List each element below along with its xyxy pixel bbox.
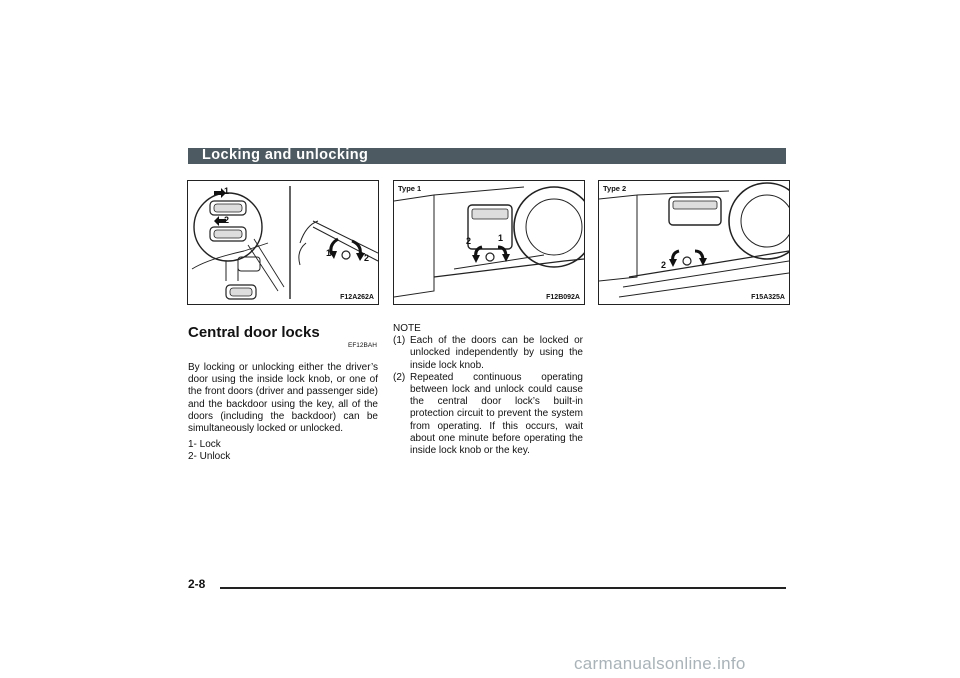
figure-2-code: F12B092A xyxy=(546,294,580,301)
figure-2-label-unlock: 2 xyxy=(466,236,472,246)
figure-inside-lock-knob xyxy=(187,180,379,305)
note-block xyxy=(393,323,583,457)
legend-item-unlock: 2- Unlock xyxy=(188,451,231,463)
figure-backdoor-type-1 xyxy=(393,180,585,305)
note-item xyxy=(393,335,583,372)
figure-1-label-unlock-key: 2 xyxy=(364,253,370,263)
inside-lock-knob-illustration xyxy=(188,181,378,304)
figure-2-label-lock: 1 xyxy=(498,233,504,243)
footer-rule xyxy=(220,587,786,589)
legend-item-lock: 1- Lock xyxy=(188,439,221,450)
note-item-text: Repeated continuous operating between lock and unlock could cause the central door lock’s built-in protection circuit to prevent the system from operating. If this occurs, wait about one minute before operating the inside lock knob or the key. xyxy=(410,371,583,457)
section-title: Central door locks xyxy=(188,324,320,341)
figure-3-label-lock: 1 xyxy=(700,253,706,263)
backdoor-type-2-illustration xyxy=(599,181,789,304)
figure-3-code: F15A325A xyxy=(751,294,785,301)
figure-2-type-label: Type 1 xyxy=(398,184,422,193)
note-item-text: Each of the doors can be locked or unlocked independently by using the inside lock knob. xyxy=(410,335,583,371)
page-number: 2-8 xyxy=(188,577,206,591)
note-item-marker: (2) xyxy=(393,371,406,383)
backdoor-type-1-illustration xyxy=(394,181,584,304)
watermark: carmanualsonline.info xyxy=(574,654,746,673)
figure-1-label-lock-knob: 1 xyxy=(224,186,230,196)
figure-1-code: F12A262A xyxy=(340,294,374,301)
figure-1-label-unlock-knob: 2 xyxy=(224,215,230,225)
section-body-text: By locking or unlocking either the driver’s door using the inside lock knob, or one of the front doors (driver and passenger side) and the backdoor using the key, all of the doors (including the backdoor) can be simultaneously locked or unlocked. xyxy=(188,362,378,435)
section-code: EF12BAH xyxy=(348,342,377,349)
figure-3-label-unlock: 2 xyxy=(661,260,667,270)
figure-3-type-label: Type 2 xyxy=(603,184,627,193)
note-item xyxy=(393,372,583,457)
figure-backdoor-type-2 xyxy=(598,180,790,305)
figure-1-label-lock-key: 1 xyxy=(326,248,332,258)
note-heading: NOTE xyxy=(393,323,421,334)
legend xyxy=(188,439,230,463)
section-header-bar xyxy=(188,148,786,164)
note-item-marker: (1) xyxy=(393,335,406,347)
header-title: Locking and unlocking xyxy=(202,147,369,163)
